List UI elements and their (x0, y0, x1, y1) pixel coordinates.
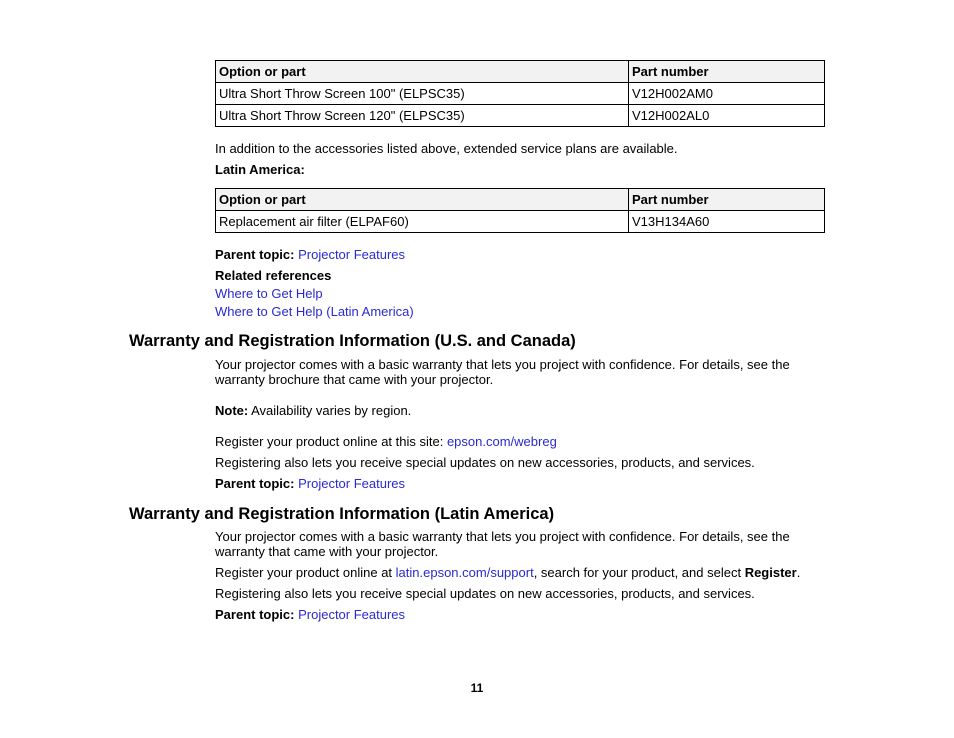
warranty-paragraph: warranty brochure that came with your projector. (215, 372, 494, 387)
table-cell: Ultra Short Throw Screen 100" (ELPSC35) (216, 83, 629, 105)
parent-topic (215, 607, 405, 622)
table-cell: Replacement air filter (ELPAF60) (216, 211, 629, 233)
table-cell: V13H134A60 (629, 211, 825, 233)
parent-topic-link[interactable]: Projector Features (298, 247, 406, 262)
column-header: Option or part (216, 189, 629, 211)
note (215, 403, 411, 418)
parent-topic-link[interactable]: Projector Features (298, 476, 406, 491)
updates-text: Registering also lets you receive special updates on new accessories, products, and services. (215, 586, 755, 601)
parent-topic (215, 247, 405, 262)
table-header-row (216, 189, 825, 211)
register-line (215, 434, 557, 449)
table-row (216, 211, 825, 233)
where-to-get-help-link[interactable]: Where to Get Help (215, 286, 323, 301)
warranty-paragraph: warranty that came with your projector. (215, 544, 439, 559)
register-text: Register your product online at this site: (215, 434, 447, 449)
table-header-row (216, 61, 825, 83)
register-end: . (796, 565, 801, 580)
parent-topic-label: Parent topic: (215, 476, 295, 491)
epson-webreg-link[interactable]: epson.com/webreg (446, 434, 557, 449)
parent-topic-link[interactable]: Projector Features (298, 607, 406, 622)
register-line (215, 565, 800, 580)
warranty-paragraph: Your projector comes with a basic warranty that lets you project with confidence. For details, see the (215, 357, 790, 372)
register-mid: , search for your product, and select (533, 565, 745, 580)
table-row (216, 83, 825, 105)
related-references-label: Related references (215, 268, 332, 283)
table-row (216, 105, 825, 127)
column-header: Part number (629, 189, 825, 211)
page-number: 11 (470, 681, 484, 695)
latin-america-table (215, 188, 825, 233)
column-header: Option or part (216, 61, 629, 83)
table-cell: Ultra Short Throw Screen 120" (ELPSC35) (216, 105, 629, 127)
latin-america-label: Latin America: (215, 162, 305, 177)
parent-topic-label: Parent topic: (215, 607, 295, 622)
section-heading-us-canada: Warranty and Registration Information (U.S. and Canada) (129, 332, 576, 350)
updates-text: Registering also lets you receive special updates on new accessories, products, and services. (215, 455, 755, 470)
service-plans-text: In addition to the accessories listed above, extended service plans are available. (215, 141, 678, 156)
table-cell: V12H002AL0 (629, 105, 825, 127)
register-prefix: Register your product online at (215, 565, 396, 580)
note-label: Note: (215, 403, 249, 418)
latin-epson-support-link[interactable]: latin.epson.com/support (395, 565, 534, 580)
warranty-paragraph: Your projector comes with a basic warranty that lets you project with confidence. For details, see the (215, 529, 790, 544)
section-heading-latin-america: Warranty and Registration Information (Latin America) (129, 505, 555, 523)
column-header: Part number (629, 61, 825, 83)
where-to-get-help-latin-america-link[interactable]: Where to Get Help (Latin America) (215, 304, 414, 319)
note-text: Availability varies by region. (248, 403, 412, 418)
register-bold: Register (744, 565, 797, 580)
accessories-table (215, 60, 825, 127)
table-cell: V12H002AM0 (629, 83, 825, 105)
parent-topic-label: Parent topic: (215, 247, 295, 262)
parent-topic (215, 476, 405, 491)
